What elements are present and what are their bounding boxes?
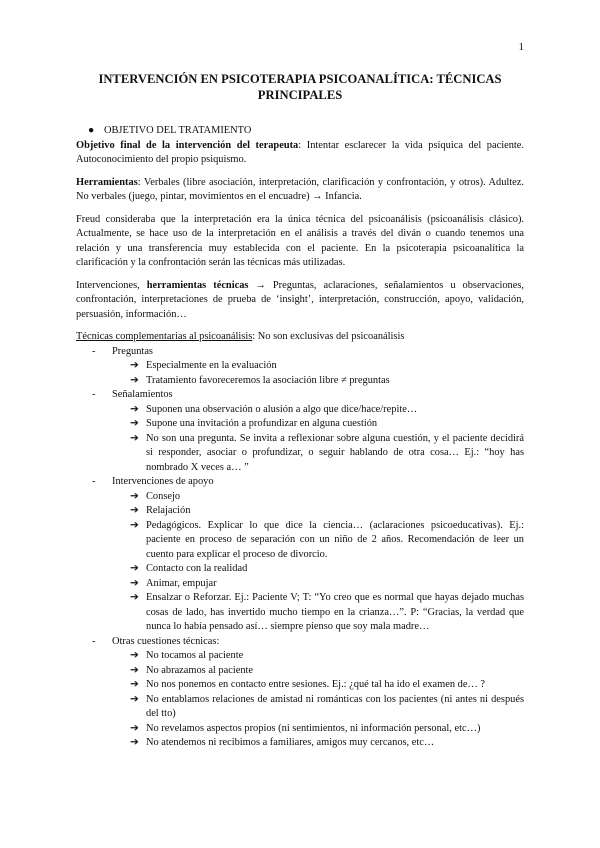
dash-bullet-icon: - bbox=[92, 389, 96, 400]
section-label: Preguntas bbox=[112, 345, 153, 357]
list-item-text: No son una pregunta. Se invita a reflexionar sobre alguna cuestión, y el paciente decidirá si responder, asociar o profundizar, o seguir hablando de otra cosa… Ej.: “hoy has nombrado X veces a… ” bbox=[146, 432, 524, 473]
arrow-bullet-icon: ➔ bbox=[130, 505, 139, 516]
list-item-text: No tocamos al paciente bbox=[146, 650, 244, 661]
list-item-text: Especialmente en la evaluación bbox=[146, 360, 277, 371]
list-item bbox=[76, 664, 524, 679]
dash-bullet-icon: - bbox=[92, 635, 96, 647]
arrow-bullet-icon: ➔ bbox=[130, 403, 139, 415]
arrow-bullet-icon: ➔ bbox=[130, 693, 139, 705]
list-item-text: No nos ponemos en contacto entre sesiones. Ej.: ¿qué tal ha ido el examen de… ? bbox=[146, 679, 486, 690]
arrow-bullet-icon: ➔ bbox=[130, 519, 139, 531]
arrow-bullet-icon: ➔ bbox=[130, 737, 139, 748]
arrow-bullet-icon: ➔ bbox=[130, 563, 139, 574]
list-item bbox=[76, 693, 524, 722]
list-item-text: No abrazamos al paciente bbox=[146, 664, 254, 676]
bullet-dot-icon: ● bbox=[88, 125, 95, 136]
list-item bbox=[76, 417, 524, 432]
list-item bbox=[76, 359, 524, 374]
list-item-text: No revelamos aspectos propios (ni sentimientos, ni información personal, etc…) bbox=[146, 722, 481, 734]
arrow-bullet-icon: ➔ bbox=[130, 490, 139, 502]
list-item-text: Pedagógicos. Explicar lo que dice la ciencia… (aclaraciones psicoeducativas). Ej.: paciente en proceso de separación con un niño de 2 años. Recomendación de leer un cuento para explicar el proceso de divorcio. bbox=[146, 519, 524, 560]
section-label: Otras cuestiones técnicas: bbox=[112, 635, 220, 647]
list-item-text: Tratamiento favoreceremos la asociación libre ≠ preguntas bbox=[146, 374, 390, 386]
interventions-prefix: Intervenciones, bbox=[76, 279, 147, 291]
arrow-bullet-icon: ➔ bbox=[130, 650, 139, 661]
document-title: INTERVENCIÓN EN PSICOTERAPIA PSICOANALÍTICA: TÉCNICAS PRINCIPALES bbox=[98, 72, 502, 102]
list-item-text: No atendemos ni recibimos a familiares, amigos muy cercanos, etc… bbox=[146, 737, 435, 748]
arrow-bullet-icon: ➔ bbox=[130, 664, 139, 676]
list-item-text: Relajación bbox=[146, 505, 191, 516]
interventions-paragraph bbox=[76, 279, 524, 323]
arrow-bullet-icon: ➔ bbox=[130, 374, 139, 386]
complementary-note: : No son exclusivas del psicoanálisis bbox=[252, 331, 405, 342]
complementary-heading-line bbox=[76, 330, 524, 345]
list-item bbox=[76, 722, 524, 737]
list-item bbox=[76, 374, 524, 389]
arrow-bullet-icon: ➔ bbox=[130, 577, 139, 589]
list-item-text: Consejo bbox=[146, 490, 181, 502]
arrow-bullet-icon: ➔ bbox=[130, 360, 139, 371]
section-item bbox=[76, 635, 524, 650]
list-item-text: No entablamos relaciones de amistad ni románticas con los pacientes (ni antes ni después del tto) bbox=[146, 693, 524, 719]
dash-bullet-icon: - bbox=[92, 476, 96, 487]
tools-text: : Verbales (libre asociación, interpretación, clarificación y confrontación, y otros). Adultez. No verbales (juego, pintar, movimientos en el encuadre) → Infancia. bbox=[76, 176, 524, 202]
list-item bbox=[76, 403, 524, 418]
interventions-text: → Preguntas, aclaraciones, señalamientos u observaciones, confrontación, interpretaciones de prueba de ‘insight’, interpretación, construcción, apoyo, validación, persuasión, información… bbox=[76, 279, 524, 320]
list-item bbox=[76, 577, 524, 592]
section-item bbox=[76, 345, 524, 360]
list-item bbox=[76, 519, 524, 563]
section-item bbox=[76, 388, 524, 403]
arrow-bullet-icon: ➔ bbox=[130, 592, 139, 603]
arrow-bullet-icon: ➔ bbox=[130, 679, 139, 690]
arrow-bullet-icon: ➔ bbox=[130, 432, 139, 444]
list-item bbox=[76, 490, 524, 505]
list-item-text: Ensalzar o Reforzar. Ej.: Paciente V; T: “Yo creo que es normal que hayas dejado muchas cosas de lado, has invertido mucho tiempo en la crianza…”. P: “Gracias, la verdad que nunca lo había pensado así… siempre pienso que soy mala madre… bbox=[146, 592, 524, 632]
document-body bbox=[76, 124, 524, 751]
list-item bbox=[76, 736, 524, 751]
technique-sections bbox=[76, 345, 524, 751]
list-item bbox=[76, 562, 524, 577]
list-item-text: Supone una invitación a profundizar en alguna cuestión bbox=[146, 418, 378, 429]
complementary-heading: Técnicas complementarias al psicoanálisis bbox=[76, 331, 253, 342]
objective-paragraph bbox=[76, 139, 524, 168]
objective-bullet bbox=[90, 124, 524, 139]
list-item bbox=[76, 504, 524, 519]
list-item-text: Contacto con la realidad bbox=[146, 563, 248, 574]
objective-text: : Intentar esclarecer la vida psíquica del paciente. Autoconocimiento del propio psiquismo. bbox=[76, 139, 525, 165]
arrow-bullet-icon: ➔ bbox=[130, 722, 139, 734]
list-item bbox=[76, 649, 524, 664]
list-item-text: Animar, empujar bbox=[146, 577, 217, 589]
objective-bullet-text: OBJETIVO DEL TRATAMIENTO bbox=[104, 125, 252, 136]
dash-bullet-icon: - bbox=[92, 345, 96, 357]
interventions-label: herramientas técnicas bbox=[146, 279, 249, 291]
list-item bbox=[76, 678, 524, 693]
list-item bbox=[76, 591, 524, 635]
arrow-bullet-icon: ➔ bbox=[130, 418, 139, 429]
tools-paragraph bbox=[76, 176, 524, 205]
section-label: Intervenciones de apoyo bbox=[112, 476, 214, 487]
list-item-text: Suponen una observación o alusión a algo que dice/hace/repite… bbox=[146, 403, 418, 415]
section-item bbox=[76, 475, 524, 490]
list-item bbox=[76, 432, 524, 476]
objective-label: Objetivo final de la intervención del terapeuta bbox=[76, 139, 299, 151]
tools-label: Herramientas bbox=[76, 176, 138, 188]
page-number: 1 bbox=[518, 41, 524, 53]
freud-paragraph: Freud consideraba que la interpretación era la única técnica del psicoanálisis (psicoanálisis clásico). Actualmente, se hace uso de la interpretación en el análisis a través del diván o cuando tenemos una relación y una transferencia muy establecida con el paciente. En la psicoterapia psicoanalítica la clarificación y la confrontación serán las técnicas más utilizadas. bbox=[76, 213, 524, 268]
section-label: Señalamientos bbox=[112, 389, 173, 400]
